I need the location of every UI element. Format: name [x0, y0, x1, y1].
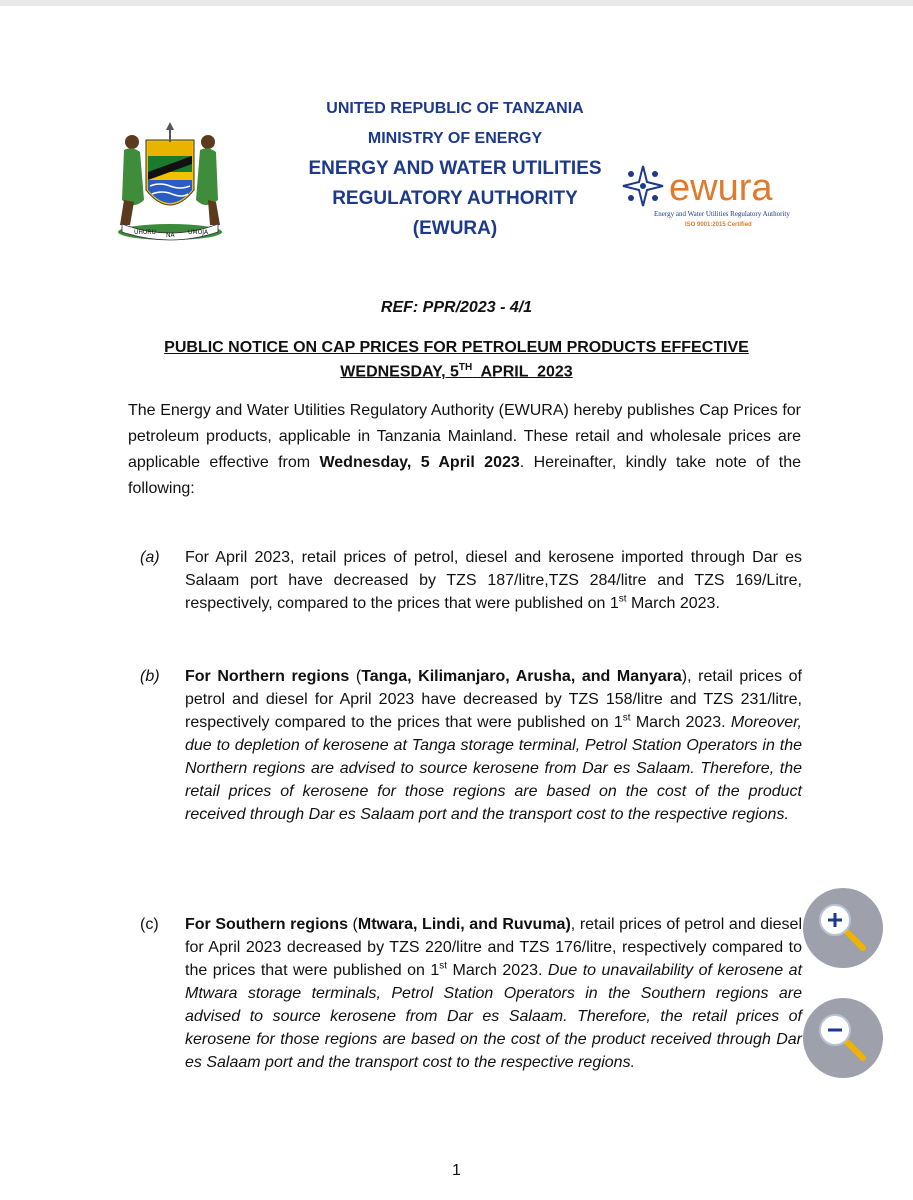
coat-of-arms	[110, 120, 230, 245]
item-label: (c)	[140, 916, 159, 933]
item-text	[185, 913, 802, 1074]
zoom-in-icon	[803, 888, 883, 968]
intro-text-end: . Hereinafter, kindly take note of the following:	[128, 454, 802, 497]
header-authority-line1: ENERGY AND WATER UTILITIES	[308, 158, 602, 179]
logo-name: ewura	[669, 167, 773, 209]
title-date-suffix: TH	[458, 362, 473, 373]
zoom-in-button[interactable]	[803, 888, 883, 968]
item-b-text-end: March 2023.	[630, 714, 731, 731]
item-a-sup: st	[618, 593, 627, 605]
coat-of-arms-icon	[110, 120, 230, 245]
motto-left: UHURU	[134, 229, 156, 236]
item-b-text: ), retail prices of petrol and diesel for April 2023 have decreased by TZS 158/litre and TZS 231/litre, respectively compared to the prices that were published on 1	[185, 668, 803, 731]
title-month: APRIL 2023	[472, 363, 573, 381]
item-b-paren: (	[349, 668, 362, 685]
header-acronym: (EWURA)	[412, 218, 498, 239]
zoom-out-icon	[803, 998, 883, 1078]
item-c-heading: For Southern regions	[185, 916, 348, 933]
intro-effective-date: Wednesday, 5 April 2023	[319, 454, 520, 471]
item-c-note: Due to unavailability of kerosene at Mtwara storage terminals, Petrol Station Operators in the Southern regions are advised to source kerosene from Dar es Salaam. Therefore, the retail prices of kerosene for those regions are based on the cost of the product received through Dar es Salaam port and the transport cost to the respective regions.	[185, 962, 803, 1071]
item-b-heading: For Northern regions	[185, 668, 350, 685]
item-a-text-end: March 2023.	[626, 595, 720, 612]
header-ministry: MINISTRY OF ENERGY	[367, 130, 543, 147]
item-text	[185, 665, 802, 826]
zoom-out-button[interactable]	[803, 998, 883, 1078]
header-republic: UNITED REPUBLIC OF TANZANIA	[326, 100, 584, 117]
item-c-text-end: March 2023.	[447, 962, 548, 979]
ewura-logo	[617, 164, 817, 234]
title-line1: PUBLIC NOTICE ON CAP PRICES FOR PETROLEUM PRODUCTS EFFECTIVE	[164, 339, 749, 356]
title-line2	[80, 358, 833, 382]
reference-number: REF: PPR/2023 - 4/1	[380, 299, 533, 316]
motto-right: UMOJA	[188, 229, 209, 236]
list-item-b	[140, 665, 802, 826]
item-label: (a)	[140, 549, 160, 566]
item-c-sup: st	[439, 960, 448, 972]
ewura-star-icon	[617, 164, 817, 234]
logo-cert: ISO 9001:2015 Certified	[685, 222, 752, 228]
page-number: 1	[452, 1162, 461, 1179]
intro-paragraph	[128, 398, 801, 502]
letterhead	[280, 94, 630, 244]
motto-mid: NA	[166, 232, 175, 239]
item-b-note: Moreover, due to depletion of kerosene at Tanga storage terminal, Petrol Station Operators in the Northern regions are advised to source kerosene from Dar es Salaam. Therefore, the retail prices of kerosene for those regions are based on the cost of the product received through Dar es Salaam port and the transport cost to the respective regions.	[185, 714, 802, 823]
item-text	[185, 546, 802, 615]
list-item-c	[140, 913, 802, 1074]
title-date: WEDNESDAY, 5	[340, 363, 459, 381]
item-c-text: , retail prices of petrol and diesel for April 2023 decreased by TZS 220/litre and TZS 176/litre, respectively compared to the prices that were published on 1	[185, 916, 803, 979]
top-toolbar-strip	[0, 0, 913, 6]
item-c-paren: (	[347, 916, 358, 933]
item-c-regions: Mtwara, Lindi, and Ruvuma)	[357, 916, 571, 933]
item-b-regions: Tanga, Kilimanjaro, Arusha, and Manyara	[361, 668, 682, 685]
list-item-a	[140, 546, 802, 615]
intro-text: The Energy and Water Utilities Regulatory Authority (EWURA) hereby publishes Cap Prices for petroleum products, applicable in Tanzania Mainland. These retail and wholesale prices are applicable effective from	[128, 402, 801, 471]
item-label: (b)	[140, 668, 160, 685]
item-a-text: For April 2023, retail prices of petrol, diesel and kerosene imported through Dar es Salaam port have decreased by TZS 187/litre,TZS 284/litre and TZS 169/Litre, respectively, compared to the prices that were published on 1	[185, 549, 802, 612]
item-b-sup: st	[622, 712, 631, 724]
logo-tagline: Energy and Water Utilities Regulatory Authority	[654, 210, 790, 218]
notice-title	[80, 338, 833, 382]
header-authority-line2: REGULATORY AUTHORITY	[332, 188, 578, 209]
